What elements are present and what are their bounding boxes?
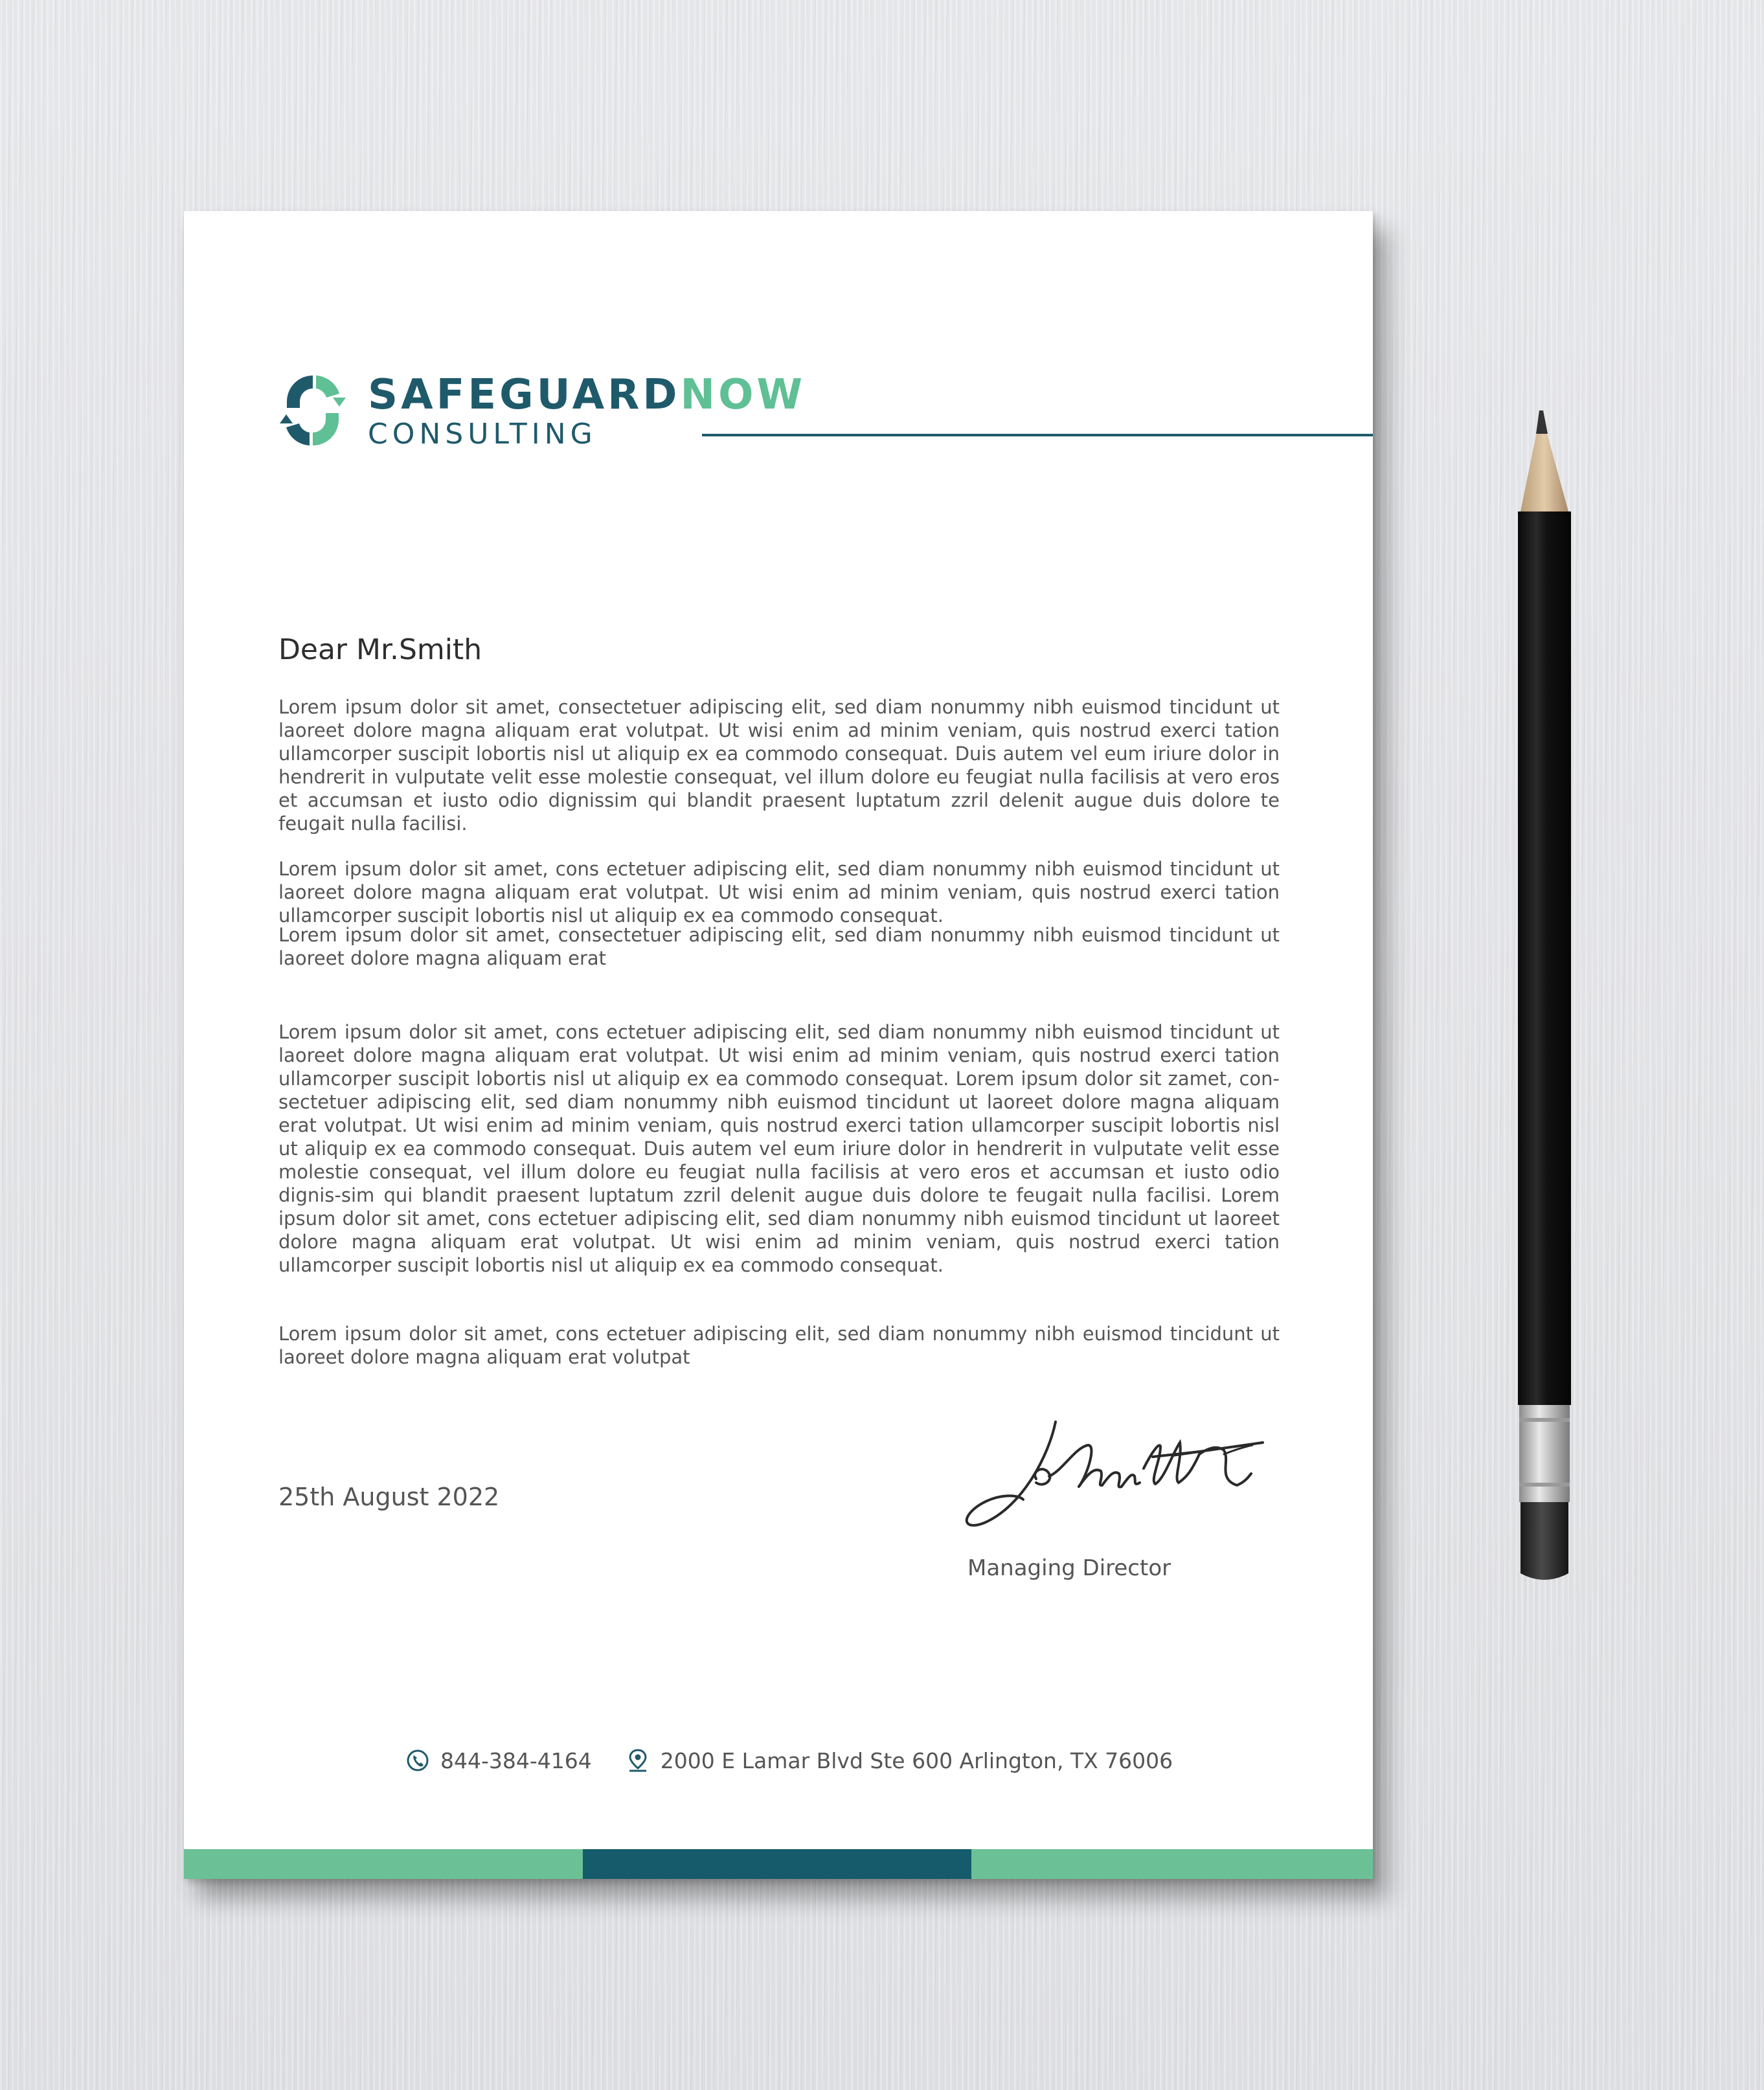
street-address: 2000 E Lamar Blvd Ste 600 Arlington, TX 76006 <box>660 1747 1173 1773</box>
letter-paragraph: Lorem ipsum dolor sit amet, cons ectetuer adipiscing elit, sed diam nonummy nibh euismod tincidunt ut laoreet dolore magna aliquam erat volutpat <box>278 1323 1280 1368</box>
footer-bar-middle <box>583 1849 971 1879</box>
company-logo <box>277 372 1373 449</box>
letter-paragraph: Lorem ipsum dolor sit amet, cons ectetuer adipiscing elit, sed diam nonummy nibh euismod tincidunt ut laoreet dolore magna aliquam erat volutpat. Ut wisi enim ad minim veniam, quis nostrud exerci tation ullamcorper suscipit lobortis nisl ut aliquip ex ea commodo consequat. <box>278 858 1280 927</box>
pencil-image <box>1509 408 1580 1703</box>
letter-paragraph: Lorem ipsum dolor sit amet, consectetuer adipiscing elit, sed diam nonummy nibh euismod tincidunt ut laoreet dolore magna aliquam erat <box>278 924 1280 969</box>
signatory-title: Managing Director <box>967 1555 1171 1581</box>
safeguard-logo-icon <box>277 372 348 449</box>
footer-bar-left <box>184 1849 583 1879</box>
location-pin-icon <box>627 1749 649 1772</box>
footer-phone <box>407 1748 592 1773</box>
letterhead-sheet <box>184 211 1373 1879</box>
brand-name-accent: NOW <box>680 371 806 419</box>
letter-date: 25th August 2022 <box>278 1483 500 1511</box>
brand-subtitle: CONSULTING <box>368 418 597 451</box>
footer-color-bar <box>184 1849 1373 1879</box>
footer-bar-right <box>971 1849 1373 1879</box>
footer-contact <box>407 1744 1173 1777</box>
handwritten-signature <box>958 1409 1282 1538</box>
brand-name-primary: SAFEGUARD <box>368 371 681 419</box>
footer-address <box>627 1748 1173 1773</box>
header-rule <box>702 434 1373 436</box>
letter-paragraph: Lorem ipsum dolor sit amet, cons ectetuer adipiscing elit, sed diam nonummy nibh euismod tincidunt ut laoreet dolore magna aliquam erat volutpat. Ut wisi enim ad minim veniam, quis nostrud exerci tation ullamcorper suscipit lobortis nisl ut aliquip ex ea commodo consequat. Lorem ipsum dolor sit zamet, con-sectetuer adipiscing elit, sed diam nonummy nibh euismod tincidunt ut laoreet dolore magna aliquam erat volutpat. Ut wisi enim ad minim veniam, quis nostrud exerci tation ullamcorper suscipit lobortis nisl ut aliquip ex ea commodo consequat. Duis autem vel eum iriure dolor in hendrerit in vulputate velit esse molestie consequat, vel illum dolore eu feugiat nulla facilisis at vero eros et accumsan et iusto odio dignis-sim qui blandit praesent luptatum zzril delenit augue duis dolore te feugait nulla facilisi. Lorem ipsum dolor sit amet, cons ectetuer adipiscing elit, sed diam nonummy nibh euismod tincidunt ut laoreet dolore magna aliquam erat volutpat. Ut wisi enim ad minim veniam, quis nostrud exerci tation ullamcorper suscipit lobortis nisl ut aliquip ex ea commodo consequat. <box>278 1021 1280 1276</box>
phone-number: 844-384-4164 <box>440 1747 592 1773</box>
salutation: Dear Mr.Smith <box>278 633 482 666</box>
letter-paragraph: Lorem ipsum dolor sit amet, consectetuer adipiscing elit, sed diam nonummy nibh euismod tincidunt ut laoreet dolore magna aliquam erat volutpat. Ut wisi enim ad minim veniam, quis nostrud exerci tation ullamcorper suscipit lobortis nisl ut aliquip ex ea commodo consequat. Duis autem vel eum iriure dolor in hendrerit in vulputate velit esse molestie consequat, vel illum dolore eu feugiat nulla facilisis at vero eros et accumsan et iusto odio dignissim qui blandit praesent luptatum zzril delenit augue duis dolore te feugait nulla facilisi. <box>278 696 1280 835</box>
brand-wordmark <box>368 372 806 418</box>
phone-icon <box>407 1749 429 1772</box>
